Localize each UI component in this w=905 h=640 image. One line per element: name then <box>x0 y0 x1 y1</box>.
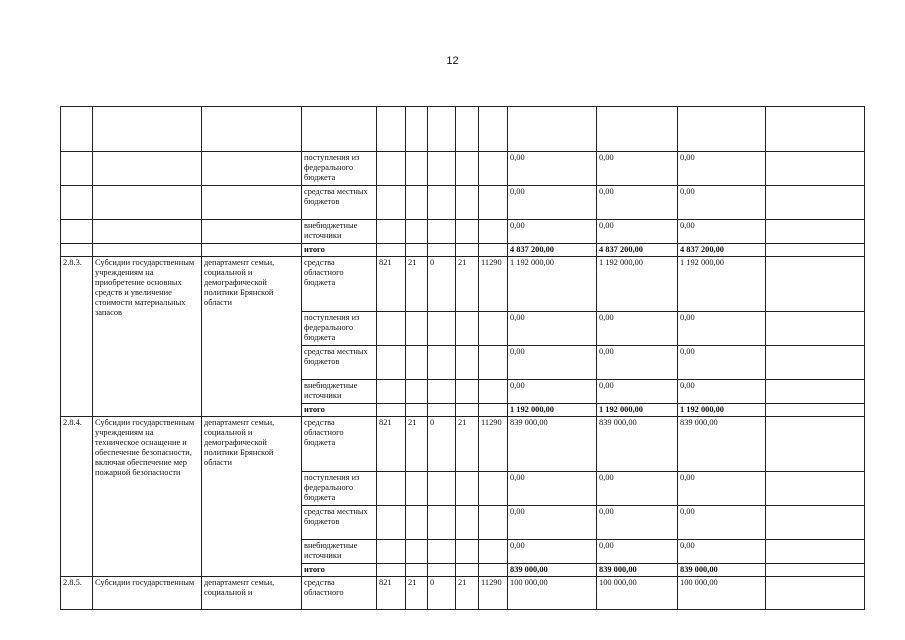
empty-cell <box>678 107 766 152</box>
empty-cell <box>428 220 456 244</box>
empty-cell <box>428 346 456 380</box>
funding-source: средства областного бюджета <box>302 417 377 472</box>
code-grbs: 821 <box>377 257 406 312</box>
empty-cell <box>377 107 406 152</box>
empty-cell <box>766 220 865 244</box>
empty-cell <box>456 472 479 506</box>
empty-cell <box>406 404 428 417</box>
empty-cell <box>61 152 93 186</box>
empty-cell <box>766 506 865 540</box>
empty-cell <box>456 540 479 564</box>
funding-source: средства областного бюджета <box>302 257 377 312</box>
amount-cell: 0,00 <box>597 152 678 186</box>
empty-cell <box>377 312 406 346</box>
amount-cell: 0,00 <box>678 312 766 346</box>
amount-cell: 0,00 <box>508 186 597 220</box>
amount-cell: 4 837 200,00 <box>508 244 597 257</box>
funding-source: поступления из федерального бюджета <box>302 152 377 186</box>
amount-cell: 839 000,00 <box>597 417 678 472</box>
amount-cell: 0,00 <box>597 346 678 380</box>
amount-cell: 100 000,00 <box>678 577 766 610</box>
amount-cell: 1 192 000,00 <box>508 257 597 312</box>
code-pr: 0 <box>428 257 456 312</box>
empty-cell <box>406 244 428 257</box>
empty-cell <box>766 312 865 346</box>
empty-cell <box>456 380 479 404</box>
amount-cell: 0,00 <box>508 380 597 404</box>
empty-cell <box>766 186 865 220</box>
empty-cell <box>597 107 678 152</box>
empty-cell <box>508 107 597 152</box>
empty-cell <box>428 380 456 404</box>
amount-cell: 839 000,00 <box>508 417 597 472</box>
amount-cell: 0,00 <box>508 312 597 346</box>
empty-cell <box>377 244 406 257</box>
empty-cell <box>766 380 865 404</box>
amount-cell: 0,00 <box>678 220 766 244</box>
amount-cell: 0,00 <box>597 312 678 346</box>
amount-cell: 0,00 <box>678 540 766 564</box>
empty-cell <box>766 472 865 506</box>
amount-cell: 0,00 <box>508 472 597 506</box>
amount-cell: 839 000,00 <box>678 564 766 577</box>
code-vr: 11290 <box>479 417 508 472</box>
amount-cell: 839 000,00 <box>597 564 678 577</box>
code-csr: 21 <box>456 417 479 472</box>
empty-cell <box>377 186 406 220</box>
code-rz: 21 <box>406 577 428 610</box>
empty-cell <box>93 186 202 220</box>
empty-cell <box>479 564 508 577</box>
empty-cell <box>479 404 508 417</box>
item-number: 2.8.4. <box>61 417 93 577</box>
funding-source: итого <box>302 244 377 257</box>
empty-cell <box>406 312 428 346</box>
empty-cell <box>428 472 456 506</box>
amount-cell: 0,00 <box>678 472 766 506</box>
funding-source: внебюджетные источники <box>302 540 377 564</box>
empty-cell <box>406 107 428 152</box>
table-body <box>61 107 865 610</box>
amount-cell: 0,00 <box>508 506 597 540</box>
empty-cell <box>456 152 479 186</box>
empty-cell <box>406 540 428 564</box>
empty-cell <box>479 152 508 186</box>
table-row <box>61 152 865 186</box>
amount-cell: 0,00 <box>678 506 766 540</box>
empty-cell <box>766 540 865 564</box>
amount-cell: 0,00 <box>508 346 597 380</box>
empty-cell <box>406 506 428 540</box>
amount-cell: 1 192 000,00 <box>597 404 678 417</box>
empty-cell <box>456 186 479 220</box>
empty-cell <box>377 404 406 417</box>
amount-cell: 0,00 <box>678 152 766 186</box>
item-number: 2.8.5. <box>61 577 93 610</box>
amount-cell: 0,00 <box>597 472 678 506</box>
empty-cell <box>428 564 456 577</box>
table-row <box>61 257 865 312</box>
empty-cell <box>93 244 202 257</box>
table-header-row <box>61 107 865 152</box>
table-row <box>61 186 865 220</box>
empty-cell <box>456 506 479 540</box>
empty-cell <box>406 380 428 404</box>
empty-cell <box>406 186 428 220</box>
item-executor: департамент семьи, социальной и демографической политики Брянской области <box>202 257 302 417</box>
empty-cell <box>766 244 865 257</box>
empty-cell <box>766 564 865 577</box>
empty-cell <box>456 107 479 152</box>
empty-cell <box>456 312 479 346</box>
empty-cell <box>202 220 302 244</box>
empty-cell <box>377 220 406 244</box>
code-rz: 21 <box>406 257 428 312</box>
empty-cell <box>61 186 93 220</box>
funding-source: внебюджетные источники <box>302 220 377 244</box>
page-number: 12 <box>446 55 459 67</box>
empty-cell <box>377 506 406 540</box>
empty-cell <box>766 417 865 472</box>
funding-source: средства областного <box>302 577 377 610</box>
empty-cell <box>377 152 406 186</box>
amount-cell: 0,00 <box>678 346 766 380</box>
funding-source: средства местных бюджетов <box>302 506 377 540</box>
code-vr: 11290 <box>479 577 508 610</box>
code-vr: 11290 <box>479 257 508 312</box>
amount-cell: 0,00 <box>597 540 678 564</box>
empty-cell <box>428 404 456 417</box>
funding-source: итого <box>302 404 377 417</box>
amount-cell: 0,00 <box>597 506 678 540</box>
empty-cell <box>202 244 302 257</box>
empty-cell <box>406 220 428 244</box>
empty-cell <box>766 577 865 610</box>
amount-cell: 4 837 200,00 <box>678 244 766 257</box>
empty-cell <box>93 107 202 152</box>
empty-cell <box>61 220 93 244</box>
empty-cell <box>479 186 508 220</box>
empty-cell <box>406 564 428 577</box>
amount-cell: 0,00 <box>678 380 766 404</box>
amount-cell: 0,00 <box>508 540 597 564</box>
amount-cell: 1 192 000,00 <box>678 257 766 312</box>
empty-cell <box>428 312 456 346</box>
item-name: Субсидии государственным учреждениям на техническое оснащение и обеспечение безопасности, включая обеспечение мер пожарной безопасности <box>93 417 202 577</box>
code-grbs: 821 <box>377 417 406 472</box>
code-pr: 0 <box>428 577 456 610</box>
empty-cell <box>428 152 456 186</box>
empty-cell <box>202 152 302 186</box>
empty-cell <box>406 346 428 380</box>
empty-cell <box>302 107 377 152</box>
table-row <box>61 577 865 610</box>
item-executor: департамент семьи, социальной и <box>202 577 302 610</box>
amount-cell: 1 192 000,00 <box>508 404 597 417</box>
funding-source: средства местных бюджетов <box>302 186 377 220</box>
empty-cell <box>479 380 508 404</box>
table-row <box>61 220 865 244</box>
table-row <box>61 417 865 472</box>
empty-cell <box>456 564 479 577</box>
empty-cell <box>61 244 93 257</box>
amount-cell: 839 000,00 <box>508 564 597 577</box>
item-number: 2.8.3. <box>61 257 93 417</box>
empty-cell <box>377 346 406 380</box>
code-rz: 21 <box>406 417 428 472</box>
empty-cell <box>202 107 302 152</box>
empty-cell <box>202 186 302 220</box>
empty-cell <box>479 472 508 506</box>
empty-cell <box>479 220 508 244</box>
empty-cell <box>93 220 202 244</box>
empty-cell <box>766 107 865 152</box>
empty-cell <box>766 152 865 186</box>
empty-cell <box>766 346 865 380</box>
empty-cell <box>479 540 508 564</box>
empty-cell <box>456 244 479 257</box>
empty-cell <box>479 244 508 257</box>
amount-cell: 0,00 <box>678 186 766 220</box>
empty-cell <box>766 404 865 417</box>
funding-source: средства местных бюджетов <box>302 346 377 380</box>
funding-source: поступления из федерального бюджета <box>302 472 377 506</box>
empty-cell <box>479 312 508 346</box>
empty-cell <box>456 220 479 244</box>
code-csr: 21 <box>456 257 479 312</box>
empty-cell <box>479 346 508 380</box>
code-csr: 21 <box>456 577 479 610</box>
empty-cell <box>428 186 456 220</box>
amount-cell: 0,00 <box>508 220 597 244</box>
empty-cell <box>428 506 456 540</box>
amount-cell: 100 000,00 <box>597 577 678 610</box>
amount-cell: 100 000,00 <box>508 577 597 610</box>
empty-cell <box>428 107 456 152</box>
code-grbs: 821 <box>377 577 406 610</box>
empty-cell <box>406 472 428 506</box>
amount-cell: 4 837 200,00 <box>597 244 678 257</box>
empty-cell <box>377 472 406 506</box>
empty-cell <box>377 540 406 564</box>
code-pr: 0 <box>428 417 456 472</box>
amount-cell: 1 192 000,00 <box>597 257 678 312</box>
empty-cell <box>456 404 479 417</box>
funding-source: поступления из федерального бюджета <box>302 312 377 346</box>
table-row-total <box>61 244 865 257</box>
amount-cell: 839 000,00 <box>678 417 766 472</box>
empty-cell <box>456 346 479 380</box>
empty-cell <box>377 564 406 577</box>
amount-cell: 0,00 <box>597 186 678 220</box>
empty-cell <box>428 244 456 257</box>
empty-cell <box>406 152 428 186</box>
empty-cell <box>479 506 508 540</box>
empty-cell <box>766 257 865 312</box>
amount-cell: 0,00 <box>597 220 678 244</box>
empty-cell <box>428 540 456 564</box>
empty-cell <box>479 107 508 152</box>
empty-cell <box>93 152 202 186</box>
amount-cell: 1 192 000,00 <box>678 404 766 417</box>
funding-source: итого <box>302 564 377 577</box>
empty-cell <box>377 380 406 404</box>
empty-cell <box>61 107 93 152</box>
amount-cell: 0,00 <box>597 380 678 404</box>
item-name: Субсидии государственным <box>93 577 202 610</box>
amount-cell: 0,00 <box>508 152 597 186</box>
budget-table <box>60 106 865 610</box>
item-name: Субсидии государственным учреждениям на приобретение основных средств и увеличение стоимости материальных запасов <box>93 257 202 417</box>
item-executor: департамент семьи, социальной и демографической политики Брянской области <box>202 417 302 577</box>
funding-source: внебюджетные источники <box>302 380 377 404</box>
